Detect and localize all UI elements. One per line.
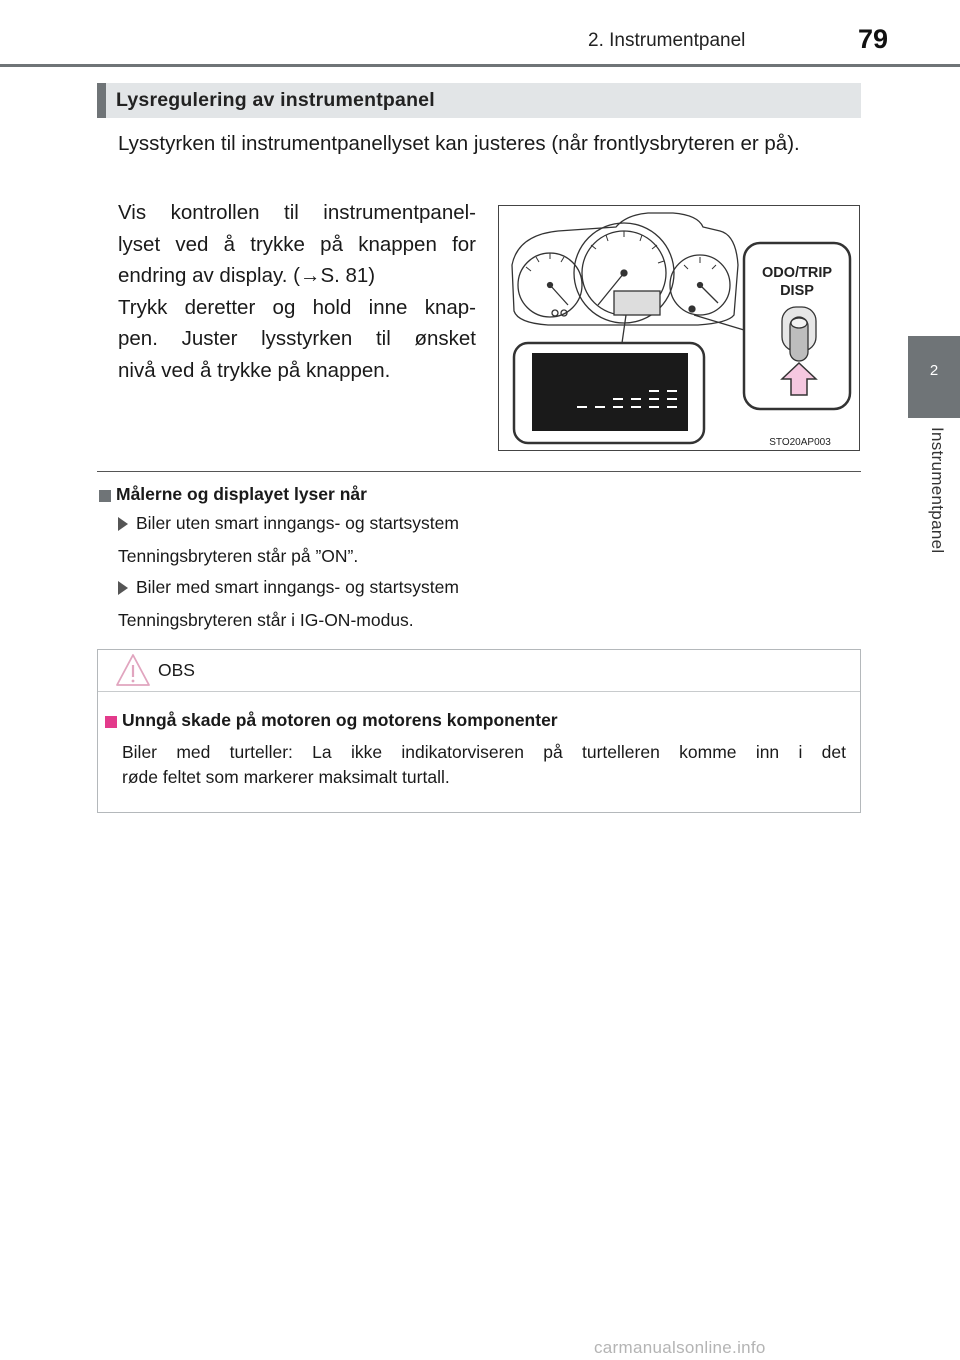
notes-text: Tenningsbryteren står på ”ON”. xyxy=(118,546,359,566)
obs-body-line: røde feltet som markerer maksimalt turtall. xyxy=(122,767,450,787)
section-heading: Lysregulering av instrumentpanel xyxy=(116,89,435,111)
square-bullet-icon xyxy=(99,490,111,502)
instruction-line: lyset ved å trykke på knappen for xyxy=(118,232,476,256)
obs-subheading: Unngå skade på motoren og motorens komponenter xyxy=(122,710,558,730)
instrument-cluster-figure xyxy=(498,205,860,451)
disp-label: DISP xyxy=(780,283,814,299)
instruction-line: nivå ved å trykke på knappen. xyxy=(118,358,391,382)
chapter-label: Instrumentpanel xyxy=(928,427,947,554)
figure-code: STO20AP003 xyxy=(769,437,831,448)
obs-divider xyxy=(98,691,860,692)
notes-subheading: Målerne og displayet lyser når xyxy=(116,484,367,504)
instruction-line: Trykk deretter og hold inne knap- xyxy=(118,295,476,319)
triangle-bullet-icon xyxy=(118,517,128,531)
page-number: 79 xyxy=(858,24,889,54)
odo-trip-label: ODO/TRIP xyxy=(761,265,833,281)
section-divider xyxy=(97,471,861,472)
obs-body-line: Biler med turteller: La ikke indikatorviseren på turtelleren komme inn i det xyxy=(122,742,846,762)
notes-bullet: Biler med smart inngangs- og startsystem xyxy=(136,577,459,597)
section-heading-accent xyxy=(97,83,106,118)
instruction-line: endring av display. (→S. 81) xyxy=(118,264,376,287)
obs-body xyxy=(122,740,846,790)
intro-paragraph: Lysstyrken til instrumentpanellyset kan justeres (når frontlysbryteren er på). xyxy=(118,132,800,155)
notes-bullet: Biler uten smart inngangs- og startsystem xyxy=(136,513,459,533)
square-bullet-icon xyxy=(105,716,117,728)
notes-text: Tenningsbryteren står i IG-ON-modus. xyxy=(118,610,414,630)
warning-triangle-icon xyxy=(115,652,151,688)
multi-info-display xyxy=(532,353,688,431)
instruction-line: pen. Juster lysstyrken til ønsket xyxy=(118,327,476,350)
watermark: carmanualsonline.info xyxy=(594,1338,766,1357)
instruction-line: Vis kontrollen til instrumentpanel- xyxy=(118,201,476,224)
obs-title: OBS xyxy=(158,660,195,680)
instruction-paragraph xyxy=(118,197,476,386)
header-section-title: 2. Instrumentpanel xyxy=(588,30,746,51)
triangle-bullet-icon xyxy=(118,581,128,595)
header-rule xyxy=(0,64,960,67)
chapter-number: 2 xyxy=(929,362,939,379)
